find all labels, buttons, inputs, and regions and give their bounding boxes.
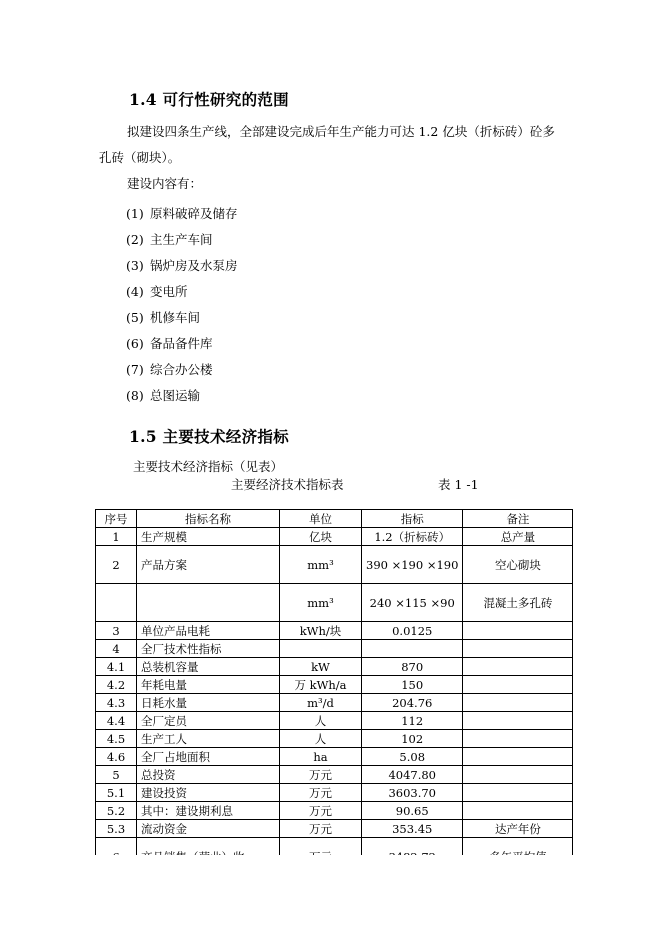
table-cell: 3 — [96, 622, 137, 640]
table-cell: 万 kWh/a — [280, 676, 362, 694]
table-cell: 万元 — [280, 820, 362, 838]
list-item-text: 主生产车间 — [150, 232, 213, 247]
table-cell — [463, 658, 573, 676]
table-cell: 112 — [362, 712, 463, 730]
table-cell: m³/d — [280, 694, 362, 712]
table-cell: 240 ×115 ×90 — [362, 584, 463, 622]
table-row — [96, 748, 573, 766]
table-cell: 1 — [96, 528, 137, 546]
table-cell: 4.2 — [96, 676, 137, 694]
table-cell: 150 — [362, 676, 463, 694]
table-row — [96, 802, 573, 820]
header-cell: 序号 — [96, 510, 137, 528]
content-list-item — [126, 308, 200, 326]
list-item-text: 变电所 — [150, 284, 188, 299]
table-cell: 万元 — [280, 766, 362, 784]
list-item-number: (8) — [126, 388, 144, 403]
list-item-number: (3) — [126, 258, 144, 273]
table-row — [96, 694, 573, 712]
table-row — [96, 658, 573, 676]
table-cell — [362, 640, 463, 658]
table-cell: 其中：建设期利息 — [137, 802, 280, 820]
table-cell: 日耗水量 — [137, 694, 280, 712]
list-item-text: 备品备件库 — [150, 336, 213, 351]
table-cell — [463, 676, 573, 694]
table-cell — [463, 784, 573, 802]
table-cell: 亿块 — [280, 528, 362, 546]
table-cell: 5 — [96, 766, 137, 784]
table-cell — [463, 694, 573, 712]
table-cell — [463, 730, 573, 748]
indicator-table — [95, 509, 573, 876]
list-item-text: 锅炉房及水泵房 — [150, 258, 238, 273]
table-cell: 4.1 — [96, 658, 137, 676]
list-item-text: 总图运输 — [150, 388, 201, 403]
table-cell: 5.1 — [96, 784, 137, 802]
list-item-text: 机修车间 — [150, 310, 201, 325]
table-cell: 总产量 — [463, 528, 573, 546]
table-cell — [463, 622, 573, 640]
list-item-number: (5) — [126, 310, 144, 325]
intro-line-2: 孔砖（砌块）。 — [99, 150, 181, 165]
table-cell: 204.76 — [362, 694, 463, 712]
table-row — [96, 640, 573, 658]
table-cell: 生产工人 — [137, 730, 280, 748]
table-row — [96, 784, 573, 802]
table-row — [96, 730, 573, 748]
table-cell: 390 ×190 ×190 — [362, 546, 463, 584]
table-cell: 4.3 — [96, 694, 137, 712]
table-cell: 年耗电量 — [137, 676, 280, 694]
table-cell: 3603.70 — [362, 784, 463, 802]
table-cell: 总装机容量 — [137, 658, 280, 676]
section-heading-1-5: 1.5 主要技术经济指标 — [129, 427, 289, 446]
content-list-item — [126, 360, 213, 378]
table-row — [96, 528, 573, 546]
table-cell: 全厂技术性指标 — [137, 640, 280, 658]
table-cell — [463, 712, 573, 730]
table-row — [96, 546, 573, 584]
list-item-number: (1) — [126, 206, 144, 221]
table-cell: 90.65 — [362, 802, 463, 820]
table-cell — [280, 640, 362, 658]
table-header-row — [96, 510, 573, 528]
header-cell: 备注 — [463, 510, 573, 528]
table-cell: 4.4 — [96, 712, 137, 730]
table-title: 主要经济技术指标表 — [231, 477, 344, 492]
contents-label: 建设内容有： — [127, 176, 203, 191]
table-cell: 5.2 — [96, 802, 137, 820]
table-cell: 5.08 — [362, 748, 463, 766]
table-row — [96, 676, 573, 694]
table-row — [96, 820, 573, 838]
table-cell: 4 — [96, 640, 137, 658]
header-cell: 指标 — [362, 510, 463, 528]
table-cell: 全厂定员 — [137, 712, 280, 730]
table-cell: kWh/块 — [280, 622, 362, 640]
table-cell: 4.6 — [96, 748, 137, 766]
header-cell: 单位 — [280, 510, 362, 528]
table-cell: 人 — [280, 712, 362, 730]
table-cell: 全厂占地面积 — [137, 748, 280, 766]
table-cell: 2 — [96, 546, 137, 584]
table-cell — [463, 748, 573, 766]
table-cell: 空心砌块 — [463, 546, 573, 584]
content-list-item — [126, 282, 188, 300]
table-cell: kW — [280, 658, 362, 676]
table-cell: 万元 — [280, 802, 362, 820]
table-cell — [96, 584, 137, 622]
table-cell — [137, 584, 280, 622]
content-list-item — [126, 386, 200, 404]
content-list-item — [126, 256, 238, 274]
table-cell: 102 — [362, 730, 463, 748]
table-cell: ha — [280, 748, 362, 766]
table-row — [96, 622, 573, 640]
section-heading-1-4: 1.4 可行性研究的范围 — [129, 90, 289, 109]
table-cell: mm³ — [280, 584, 362, 622]
table-cell: 单位产品电耗 — [137, 622, 280, 640]
table-cell — [463, 802, 573, 820]
list-item-number: (4) — [126, 284, 144, 299]
table-row — [96, 766, 573, 784]
table-cell: 1.2（折标砖） — [362, 528, 463, 546]
list-item-number: (7) — [126, 362, 144, 377]
content-list-item — [126, 230, 213, 248]
table-cell — [463, 766, 573, 784]
table-cell: 建设投资 — [137, 784, 280, 802]
table-intro: 主要技术经济指标（见表） — [133, 459, 284, 474]
table-cell: 万元 — [280, 784, 362, 802]
table-cell: 混凝土多孔砖 — [463, 584, 573, 622]
table-cell: 总投资 — [137, 766, 280, 784]
table-cell: 流动资金 — [137, 820, 280, 838]
intro-line-1: 拟建设四条生产线，全部建设完成后年生产能力可达 1.2 亿块（折标砖）砼多 — [127, 124, 555, 139]
table-cell: mm³ — [280, 546, 362, 584]
table-cell: 4.5 — [96, 730, 137, 748]
table-cell: 870 — [362, 658, 463, 676]
table-cell: 达产年份 — [463, 820, 573, 838]
list-item-number: (2) — [126, 232, 144, 247]
list-item-text: 原料破碎及储存 — [150, 206, 238, 221]
table-row — [96, 584, 573, 622]
table-cell: 5.3 — [96, 820, 137, 838]
table-cell — [463, 640, 573, 658]
table-row — [96, 712, 573, 730]
table-cell: 4047.80 — [362, 766, 463, 784]
page-cutoff — [0, 855, 662, 936]
content-list-item — [126, 334, 213, 352]
table-cell: 353.45 — [362, 820, 463, 838]
content-list-item — [126, 204, 238, 222]
header-cell: 指标名称 — [137, 510, 280, 528]
table-cell: 生产规模 — [137, 528, 280, 546]
table-cell: 人 — [280, 730, 362, 748]
table-cell: 0.0125 — [362, 622, 463, 640]
table-cell: 产品方案 — [137, 546, 280, 584]
list-item-text: 综合办公楼 — [150, 362, 213, 377]
table-number: 表 1 -1 — [438, 477, 479, 492]
list-item-number: (6) — [126, 336, 144, 351]
